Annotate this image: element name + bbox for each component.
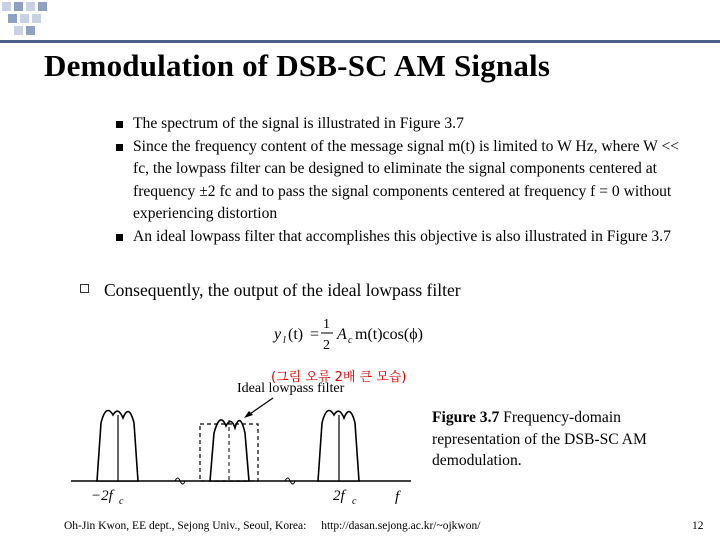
footer-author: Oh-Jin Kwon, EE dept., Sejong Univ., Seoul, Korea: <box>64 520 307 532</box>
sub-bullet <box>133 136 693 226</box>
tick-label-right-sub: c <box>352 496 357 507</box>
title-rule <box>0 40 720 43</box>
axis-label-f: f <box>395 489 400 505</box>
formula-lhs-sub: l <box>283 335 286 346</box>
formula-equals: = <box>310 326 320 343</box>
square-bullet-icon <box>116 144 123 151</box>
filter-label: Ideal lowpass filter <box>237 381 345 396</box>
sub-bullet-text: An ideal lowpass filter that accomplishes this objective is also illustrated in Figure 3.7 <box>133 227 671 245</box>
footer-url[interactable]: http://dasan.sejong.ac.kr/~ojkwon/ <box>321 520 481 532</box>
red-note: (그림 오류 2배 큰 모습) <box>271 370 407 385</box>
spectrum-figure <box>63 378 423 513</box>
formula-lhs-arg: (t) <box>288 326 304 343</box>
sub-bullet <box>133 226 693 249</box>
sub-bullet-list <box>133 113 693 249</box>
footer <box>64 520 480 532</box>
sub-bullet <box>133 113 693 136</box>
slide-title: Demodulation of DSB-SC AM Signals <box>44 48 551 83</box>
formula <box>270 312 430 356</box>
page-number: 12 <box>692 520 704 532</box>
formula-frac-num: 1 <box>323 317 330 332</box>
figure-caption <box>432 407 702 472</box>
main-bullet <box>80 280 461 301</box>
sub-bullet-text: The spectrum of the signal is illustrated in Figure 3.7 <box>133 115 464 132</box>
square-bullet-icon <box>116 121 123 128</box>
decorative-squares <box>0 0 60 45</box>
caption-label: Figure 3.7 <box>432 409 500 426</box>
formula-rhs: m(t)cos(ϕ) <box>355 326 423 343</box>
tick-label-right: 2f <box>333 488 345 504</box>
formula-frac-den: 2 <box>323 338 330 353</box>
main-bullet-text: Consequently, the output of the ideal lowpass filter <box>104 280 461 300</box>
caption-text: Frequency-domain representation of the DSB-SC AM demodulation. <box>432 409 647 469</box>
formula-lhs: y <box>274 326 282 343</box>
sub-bullet-text: Since the frequency content of the message signal m(t) is limited to W Hz, where W << fc, the lowpass filter can be designed to eliminate the signal components centered at frequency ±2 fc and to pass the signal components centered at frequency f = 0 without experiencing distortion <box>133 137 680 223</box>
formula-A: A <box>337 326 347 343</box>
tick-label-left-sub: c <box>119 496 124 507</box>
formula-A-sub: c <box>348 335 353 346</box>
hollow-square-bullet-icon <box>80 284 89 293</box>
square-bullet-icon <box>116 234 123 241</box>
tick-label-left: −2f <box>91 488 113 504</box>
